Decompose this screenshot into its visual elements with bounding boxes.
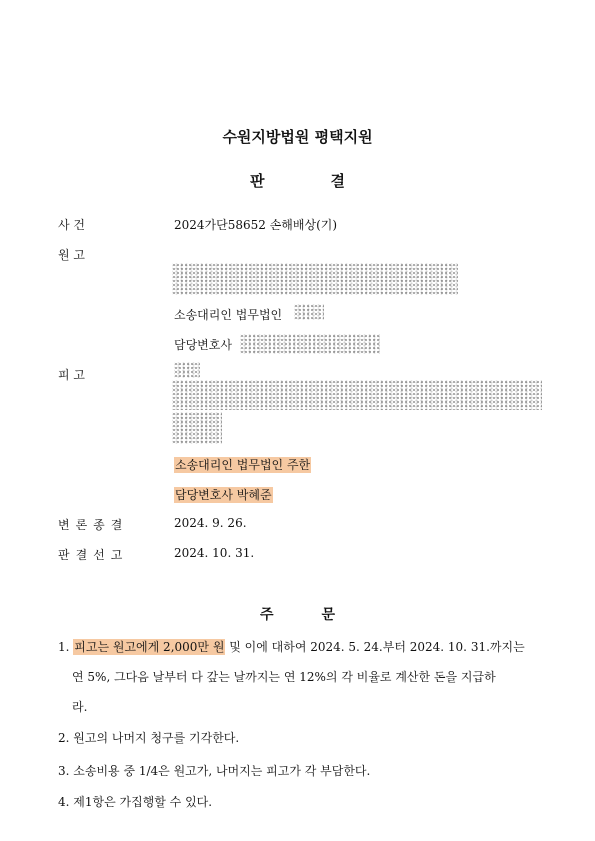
redacted-defendant-address-2: [172, 412, 222, 444]
defendant-counsel: 소송대리인 법무법인 주한: [175, 458, 311, 472]
redacted-plaintiff-firm: [294, 304, 324, 320]
order-item-1-highlight: 피고는 원고에게 2,000만 원: [74, 640, 225, 654]
case-value: 2024가단58652 손해배상(기): [174, 218, 338, 232]
ruling-date: 2024. 10. 31.: [174, 546, 255, 560]
redacted-defendant-name: [174, 362, 200, 378]
order-item-2: 2. 원고의 나머지 청구를 기각한다.: [58, 731, 240, 745]
order-item-4: 4. 제1항은 가집행할 수 있다.: [58, 795, 213, 809]
order-item-1-line-3: 라.: [72, 700, 88, 714]
closing-label: 변론종결: [58, 518, 129, 532]
closing-date: 2024. 9. 26.: [174, 516, 247, 530]
plaintiff-attorney: 담당변호사: [174, 338, 232, 352]
plaintiff-label: 원 고: [58, 248, 85, 262]
defendant-attorney: 담당변호사 박혜준: [175, 488, 272, 502]
redacted-defendant-address-1: [172, 380, 542, 410]
title-char-1: 판: [250, 172, 265, 190]
title-char-2: 결: [330, 172, 345, 190]
order-item-1-line-2: 연 5%, 그다음 날부터 다 갚는 날까지는 연 12%의 각 비율로 계산한 돈을 지급하: [72, 670, 496, 684]
redacted-plaintiff-info: [172, 263, 458, 295]
defendant-label: 피 고: [58, 368, 85, 382]
redacted-plaintiff-attorney: [240, 334, 380, 354]
case-label: 사 건: [58, 218, 85, 232]
order-heading-char-2: 문: [321, 607, 336, 623]
plaintiff-counsel: 소송대리인 법무법인: [174, 308, 283, 322]
court-name: 수원지방법원 평택지원: [222, 128, 373, 146]
order-item-3: 3. 소송비용 중 1/4은 원고가, 나머지는 피고가 각 부담한다.: [58, 764, 371, 778]
order-heading: [0, 604, 595, 624]
order-heading-char-1: 주: [259, 607, 274, 623]
order-item-1: 1. 피고는 원고에게 2,000만 원 및 이에 대하여 2024. 5. 24.부터 2024. 10. 31.까지는: [58, 640, 525, 654]
ruling-label: 판결선고: [58, 548, 129, 562]
document-title: [0, 170, 595, 191]
